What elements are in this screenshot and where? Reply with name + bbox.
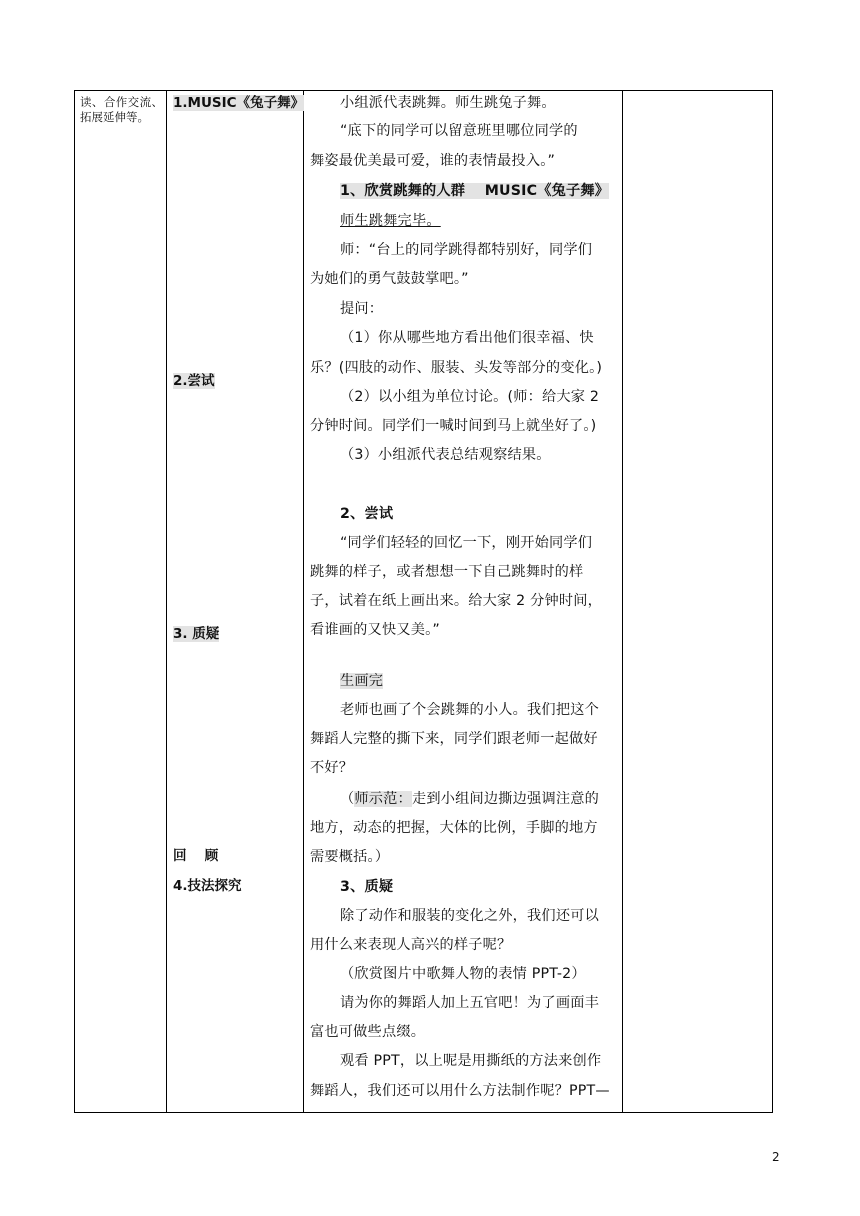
text-line: （3）小组派代表总结观察结果。 (340, 447, 551, 463)
activity-text: 读、合作交流、拓展延伸等。 (80, 95, 163, 124)
table-row (75, 91, 773, 1113)
text-line: “底下的同学可以留意班里哪位同学的 (340, 123, 578, 139)
text-line: 需要概括。） (310, 849, 390, 865)
text-line: 舞蹈人，我们还可以用什么方法制作呢？PPT— (310, 1083, 610, 1099)
text-line: 师生跳舞完毕。 (340, 213, 441, 229)
step-column-cell (167, 91, 304, 1113)
text-line: （师示范：走到小组间边撕边强调注意的 (340, 791, 599, 807)
activity-column-cell (75, 91, 167, 1113)
text-line: 小组派代表跳舞。师生跳兔子舞。 (340, 95, 556, 111)
text-line: 请为你的舞蹈人加上五官吧！为了画面丰 (340, 995, 599, 1011)
step-try: 2.尝试 (173, 373, 215, 389)
process-column-cell (304, 91, 623, 1113)
text-line: 不好？ (310, 760, 354, 776)
text-line: 跳舞的样子，或者想想一下自己跳舞时的样 (310, 564, 584, 580)
step-music: 1.MUSIC《兔子舞》 (173, 95, 305, 111)
text-line: 舞蹈人完整的撕下来，同学们跟老师一起做好 (310, 731, 598, 747)
text-line: 分钟时间。同学们一喊时间到马上就坐好了。) (310, 418, 597, 434)
step-technique: 4.技法探究 (173, 878, 242, 894)
text-line: 为她们的勇气鼓鼓掌吧。” (310, 271, 469, 287)
text-line: 富也可做些点缀。 (310, 1024, 426, 1040)
text-line: 除了动作和服装的变化之外，我们还可以 (340, 908, 599, 924)
text-line: 舞姿最优美最可爱，谁的表情最投入。” (310, 153, 556, 169)
text-line: 看谁画的又快又美。” (310, 622, 440, 638)
text-line: 生画完 (340, 673, 384, 689)
lesson-plan-table (74, 90, 773, 1113)
text-line: 观看 PPT，以上呢是用撕纸的方法来创作 (340, 1053, 602, 1069)
page-number: 2 (772, 1150, 780, 1164)
text-line: 老师也画了个会跳舞的小人。我们把这个 (340, 702, 599, 718)
text-line: 乐？(四肢的动作、服装、头发等部分的变化。) (310, 360, 603, 376)
text-line: （2）以小组为单位讨论。(师：给大家 2 (340, 389, 600, 405)
text-line: （欣赏图片中歌舞人物的表情 PPT-2） (340, 966, 586, 982)
subheading-try: 2、尝试 (340, 506, 394, 522)
text-line: 子，试着在纸上画出来。给大家 2 分钟时间， (310, 593, 603, 609)
subheading-appreciate: 1、欣赏跳舞的人群 MUSIC《兔子舞》 (340, 183, 610, 199)
text-line: 用什么来表现人高兴的样子呢？ (310, 937, 512, 953)
step-question: 3. 质疑 (173, 626, 220, 642)
text-line: 提问： (340, 301, 384, 317)
step-review: 回 顾 (173, 848, 219, 864)
text-line: （1）你从哪些地方看出他们很幸福、快 (340, 330, 594, 346)
text-line: 地方，动态的把握，大体的比例，手脚的地方 (310, 820, 598, 836)
text-line: “同学们轻轻的回忆一下，刚开始同学们 (340, 535, 593, 551)
subheading-question: 3、质疑 (340, 879, 394, 895)
notes-column-cell (623, 91, 773, 1113)
text-line: 师：“台上的同学跳得都特别好，同学们 (340, 242, 593, 258)
